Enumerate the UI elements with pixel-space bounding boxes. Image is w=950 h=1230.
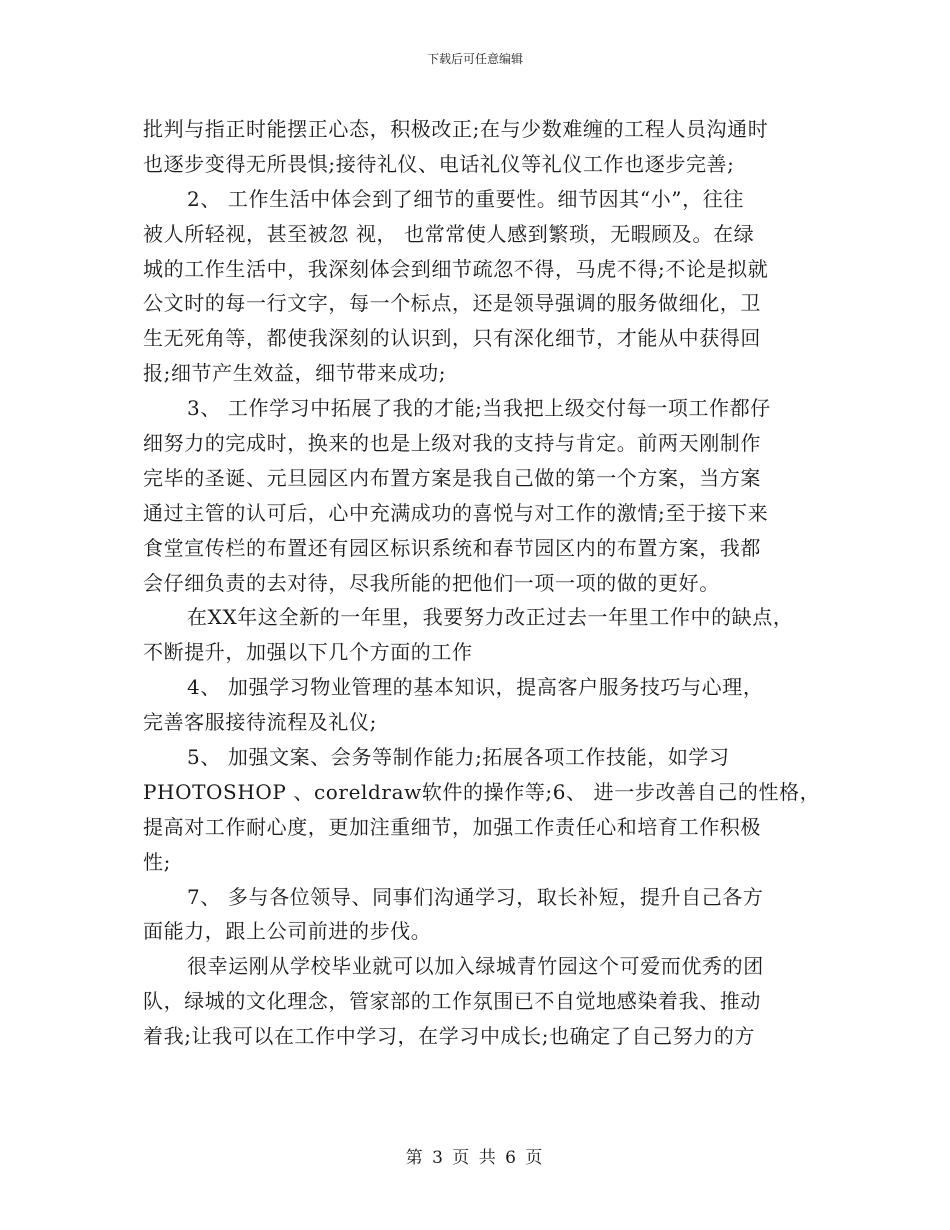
- text-line: 着我;让我可以在工作中学习，在学习中成长;也确定了自己努力的方: [143, 1024, 756, 1049]
- text-line: 面能力，跟上公司前进的步伐。: [143, 919, 432, 944]
- text-line: 队，绿城的文化理念，管家部的工作氛围已不自觉地感染着我、推动: [143, 989, 761, 1014]
- text-line: 7、 多与各位领导、同事们沟通学习，取长补短，提升自己各方: [187, 884, 764, 909]
- text-line: 报;细节产生效益，细节带来成功;: [143, 361, 447, 386]
- text-line: 提高对工作耐心度，更加注重细节，加强工作责任心和培育工作积极: [143, 814, 761, 839]
- page-header: 下载后可任意编辑: [426, 52, 523, 66]
- text-line: 在XX年这全新的一年里，我要努力改正过去一年里工作中的缺点，: [187, 605, 794, 630]
- document-body: [143, 112, 823, 1054]
- text-line: 也逐步变得无所畏惧;接待礼仪、电话礼仪等礼仪工作也逐步完善;: [143, 151, 735, 176]
- text-line: 4、 加强学习物业管理的基本知识，提高客户服务技巧与心理，: [187, 675, 764, 700]
- text-line: 2、 工作生活中体会到了细节的重要性。细节因其“小”，往往: [187, 186, 744, 211]
- text-line: 被人所轻视，甚至被忽 视， 也常常使人感到繁琐，无暇顾及。在绿: [143, 221, 755, 246]
- text-line: 完毕的圣诞、元旦园区内布置方案是我自己做的第一个方案，当方案: [143, 465, 761, 490]
- text-line: 会仔细负责的去对待，尽我所能的把他们一项一项的做的更好。: [143, 570, 720, 595]
- text-line: 食堂宣传栏的布置还有园区标识系统和春节园区内的布置方案，我都: [143, 535, 761, 560]
- text-line: 很幸运刚从学校毕业就可以加入绿城青竹园这个可爱而优秀的团: [187, 954, 764, 979]
- text-line: 批判与指正时能摆正心态，积极改正;在与少数难缠的工程人员沟通时: [143, 117, 769, 141]
- text-line: 细努力的完成时，换来的也是上级对我的支持与肯定。前两天刚制作: [143, 431, 761, 456]
- text-line: 城的工作生活中，我深刻体会到细节疏忽不得，马虎不得;不论是拟就: [143, 256, 769, 281]
- page-number-footer: 第 3 页 共 6 页: [405, 1148, 545, 1168]
- text-line: 不断提升，加强以下几个方面的工作: [143, 640, 473, 665]
- text-line: 完善客服接待流程及礼仪;: [143, 710, 377, 735]
- text-line: 5、 加强文案、会务等制作能力;拓展各项工作技能，如学习: [187, 745, 730, 770]
- text-line: 生无死角等，都使我深刻的认识到，只有深化细节，才能从中获得回: [143, 326, 761, 351]
- text-line: 3、 工作学习中拓展了我的才能;当我把上级交付每一项工作都仔: [187, 396, 771, 421]
- text-line: 公文时的每一行文字，每一个标点，还是领导强调的服务做细化，卫: [143, 291, 761, 316]
- text-line: 性;: [143, 849, 171, 874]
- text-line: 通过主管的认可后，心中充满成功的喜悦与对工作的激情;至于接下来: [143, 500, 769, 525]
- text-line: PHOTOSHOP 、coreldraw软件的操作等;6、 进一步改善自己的性格，: [143, 779, 821, 804]
